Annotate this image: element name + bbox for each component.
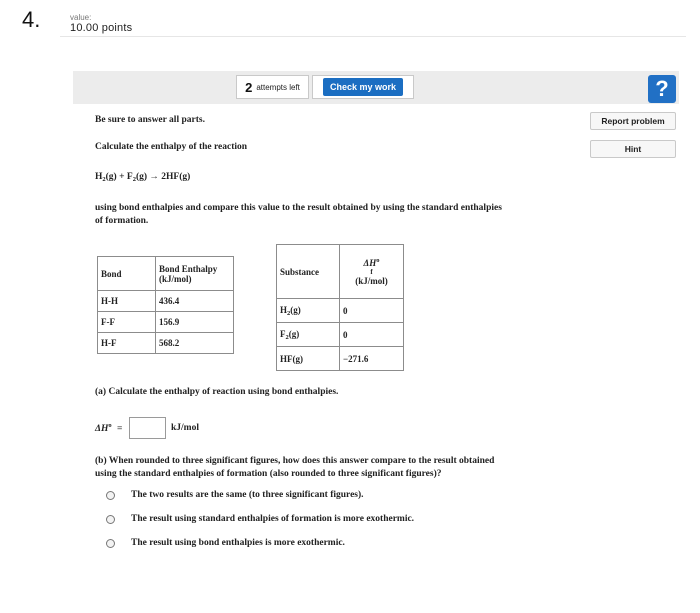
instruction-line-2: of formation.	[95, 216, 149, 226]
check-my-work-label[interactable]: Check my work	[323, 78, 403, 96]
option-3-radio[interactable]	[106, 539, 115, 548]
unit-label: kJ/mol	[171, 423, 199, 433]
value-label: value:	[70, 13, 92, 22]
table-header-bond: Bond	[98, 257, 156, 291]
table-header-enthalpy: Bond Enthalpy (kJ/mol)	[156, 257, 234, 291]
part-b-question-line-2: using the standard enthalpies of formation (also rounded to three significant figures)?	[95, 469, 442, 479]
attempts-indicator	[236, 75, 309, 99]
question-number: 4.	[22, 7, 41, 32]
formation-enthalpy-table	[276, 244, 404, 371]
table-row: F-F 156.9	[98, 312, 234, 333]
top-divider	[60, 36, 686, 37]
option-3-label[interactable]: The result using bond enthalpies is more exothermic.	[131, 538, 345, 548]
table-row: H-H 436.4	[98, 291, 234, 312]
table-row: HF(g) −271.6	[277, 347, 404, 371]
table-row: H-F 568.2	[98, 333, 234, 354]
question-points: 10.00 points	[70, 22, 133, 34]
option-1-label[interactable]: The two results are the same (to three significant figures).	[131, 490, 364, 500]
delta-h-label: $\Delta H^o$ =	[95, 422, 123, 435]
bond-enthalpy-table	[97, 256, 234, 354]
option-2-radio[interactable]	[106, 515, 115, 524]
delta-h-input[interactable]	[129, 417, 166, 439]
table-row: $H_2(g)$ 0	[277, 299, 404, 323]
reaction-equation: $H_2(g) + F_2(g) \to 2HF(g)$	[95, 172, 191, 183]
part-a-label: (a) Calculate the enthalpy of reaction using bond enthalpies.	[95, 387, 339, 397]
attempts-count: 2	[245, 79, 253, 95]
report-problem-button[interactable]: Report problem	[590, 112, 676, 130]
option-2-label[interactable]: The result using standard enthalpies of formation is more exothermic.	[131, 514, 415, 524]
option-1-radio[interactable]	[106, 491, 115, 500]
instruction-text: Be sure to answer all parts.	[95, 115, 205, 125]
hint-button[interactable]: Hint	[590, 140, 676, 158]
check-my-work-button[interactable]	[312, 75, 414, 99]
table-header-substance: Substance	[277, 245, 340, 299]
question-text: Calculate the enthalpy of the reaction	[95, 142, 248, 152]
help-icon[interactable]: ?	[648, 75, 676, 103]
attempts-label: attempts left	[256, 82, 300, 92]
table-row: $F_2(g)$ 0	[277, 323, 404, 347]
instruction-line-1: using bond enthalpies and compare this value to the result obtained by using the standard enthalpies	[95, 203, 502, 213]
table-header-delta-h: $\Delta H^o$ f (kJ/mol)	[340, 245, 404, 299]
part-b-question-line-1: (b) When rounded to three significant figures, how does this answer compare to the result obtained	[95, 456, 495, 466]
